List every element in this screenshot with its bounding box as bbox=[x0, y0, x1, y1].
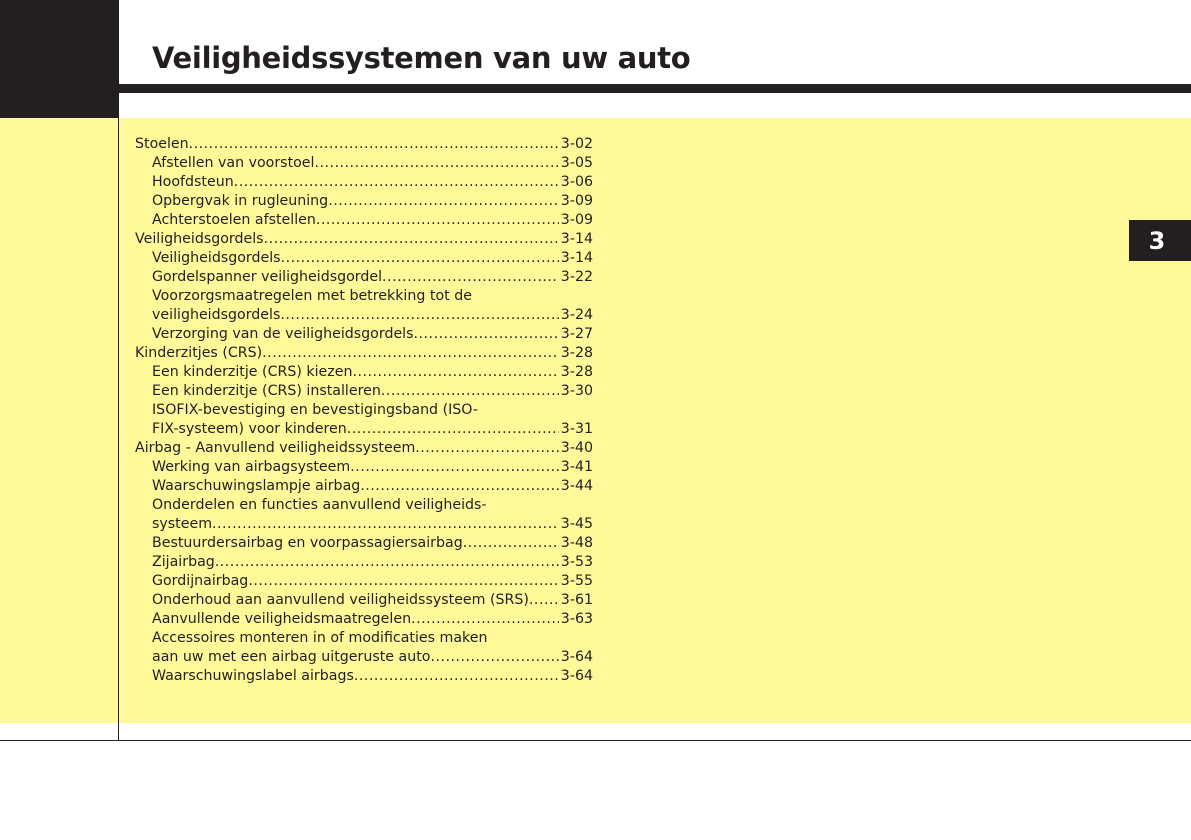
toc-entry-text: Achterstoelen afstellen bbox=[152, 212, 316, 228]
toc-entry-text: systeem bbox=[152, 516, 213, 532]
toc-dot-leader bbox=[382, 268, 559, 287]
table-of-contents bbox=[135, 135, 593, 686]
toc-entry-page: 3-05 bbox=[560, 155, 593, 171]
toc-entry[interactable] bbox=[135, 477, 593, 496]
toc-dot-leader bbox=[189, 135, 559, 154]
toc-entry-text: Waarschuwingslabel airbags bbox=[152, 668, 354, 684]
toc-entry[interactable] bbox=[135, 629, 593, 648]
toc-dot-leader bbox=[463, 534, 559, 553]
toc-dot-leader bbox=[262, 344, 559, 363]
toc-entry-text: Kinderzitjes (CRS) bbox=[135, 345, 263, 361]
toc-entry-page: 3-61 bbox=[560, 592, 593, 608]
toc-entry-text: Gordelspanner veiligheidsgordel bbox=[152, 269, 383, 285]
toc-entry[interactable] bbox=[135, 420, 593, 439]
toc-entry[interactable] bbox=[135, 192, 593, 211]
toc-entry-text: Gordijnairbag bbox=[152, 573, 249, 589]
toc-dot-leader bbox=[280, 306, 558, 325]
toc-entry[interactable] bbox=[135, 591, 593, 610]
toc-entry[interactable] bbox=[135, 439, 593, 458]
toc-entry[interactable] bbox=[135, 173, 593, 192]
toc-entry-page: 3-06 bbox=[560, 174, 593, 190]
toc-entry[interactable] bbox=[135, 515, 593, 534]
toc-entry-page: 3-27 bbox=[560, 326, 593, 342]
toc-entry-text: Werking van airbagsysteem bbox=[152, 459, 351, 475]
toc-entry-text: Verzorging van de veiligheidsgordels bbox=[152, 326, 414, 342]
toc-entry[interactable] bbox=[135, 325, 593, 344]
toc-entry-text: Onderhoud aan aanvullend veiligheidssysteem (SRS) bbox=[152, 592, 529, 608]
toc-entry[interactable] bbox=[135, 458, 593, 477]
toc-dot-leader bbox=[415, 439, 559, 458]
toc-dot-leader bbox=[215, 553, 559, 572]
toc-entry-page: 3-41 bbox=[560, 459, 593, 475]
toc-entry-text: Veiligheidsgordels bbox=[152, 250, 281, 266]
toc-entry-page: 3-53 bbox=[560, 554, 593, 570]
toc-entry-page: 3-28 bbox=[560, 345, 593, 361]
toc-entry-page: 3-28 bbox=[560, 364, 593, 380]
toc-entry-page: 3-14 bbox=[560, 250, 593, 266]
toc-entry[interactable] bbox=[135, 363, 593, 382]
toc-entry-page: 3-09 bbox=[560, 193, 593, 209]
toc-dot-leader bbox=[350, 458, 559, 477]
toc-entry[interactable] bbox=[135, 287, 593, 306]
toc-entry[interactable] bbox=[135, 667, 593, 686]
toc-entry-text: Opbergvak in rugleuning bbox=[152, 193, 329, 209]
toc-dot-leader bbox=[234, 173, 559, 192]
toc-entry[interactable] bbox=[135, 268, 593, 287]
toc-entry-text: Een kinderzitje (CRS) kiezen bbox=[152, 364, 353, 380]
toc-dot-leader bbox=[248, 572, 558, 591]
toc-entry[interactable] bbox=[135, 610, 593, 629]
toc-entry-page: 3-02 bbox=[560, 136, 593, 152]
toc-entry[interactable] bbox=[135, 553, 593, 572]
toc-entry-text: Aanvullende veiligheidsmaatregelen bbox=[152, 611, 412, 627]
toc-dot-leader bbox=[212, 515, 559, 534]
toc-entry-page: 3-64 bbox=[560, 668, 593, 684]
toc-dot-leader bbox=[352, 363, 558, 382]
toc-entry[interactable] bbox=[135, 306, 593, 325]
toc-dot-leader bbox=[354, 667, 559, 686]
toc-entry[interactable] bbox=[135, 154, 593, 173]
toc-entry[interactable] bbox=[135, 534, 593, 553]
toc-entry[interactable] bbox=[135, 496, 593, 515]
toc-entry-page: 3-63 bbox=[560, 611, 593, 627]
toc-dot-leader bbox=[328, 192, 559, 211]
toc-entry[interactable] bbox=[135, 648, 593, 667]
toc-entry-text: aan uw met een airbag uitgeruste auto bbox=[152, 649, 431, 665]
toc-entry[interactable] bbox=[135, 344, 593, 363]
toc-entry-text: Hoofdsteun bbox=[152, 174, 234, 190]
toc-entry-page: 3-14 bbox=[560, 231, 593, 247]
page-title: Veiligheidssystemen van uw auto bbox=[152, 41, 691, 75]
toc-entry[interactable] bbox=[135, 230, 593, 249]
toc-entry[interactable] bbox=[135, 382, 593, 401]
toc-dot-leader bbox=[411, 610, 559, 629]
title-underline bbox=[119, 84, 1191, 93]
toc-entry-text: Zijairbag bbox=[152, 554, 215, 570]
toc-entry-page: 3-24 bbox=[560, 307, 593, 323]
corner-block bbox=[0, 0, 119, 118]
toc-dot-leader bbox=[264, 230, 559, 249]
toc-entry-page: 3-30 bbox=[560, 383, 593, 399]
toc-entry[interactable] bbox=[135, 135, 593, 154]
toc-entry-page: 3-64 bbox=[560, 649, 593, 665]
toc-entry-text: Veiligheidsgordels bbox=[135, 231, 264, 247]
toc-dot-leader bbox=[316, 211, 559, 230]
toc-dot-leader bbox=[529, 591, 559, 610]
toc-entry-text: ISOFIX-bevestiging en bevestigingsband (ISO- bbox=[152, 402, 478, 418]
toc-entry-text: Een kinderzitje (CRS) installeren bbox=[152, 383, 381, 399]
toc-entry-text: veiligheidsgordels bbox=[152, 307, 281, 323]
toc-entry[interactable] bbox=[135, 572, 593, 591]
toc-dot-leader bbox=[281, 249, 559, 268]
toc-entry-text: Onderdelen en functies aanvullend veiligheids- bbox=[152, 497, 487, 513]
toc-entry-text: Voorzorgsmaatregelen met betrekking tot de bbox=[152, 288, 472, 304]
toc-entry[interactable] bbox=[135, 211, 593, 230]
toc-entry-text: Afstellen van voorstoel bbox=[152, 155, 315, 171]
toc-entry-text: Bestuurdersairbag en voorpassagiersairbag bbox=[152, 535, 463, 551]
toc-dot-leader bbox=[414, 325, 559, 344]
toc-entry-page: 3-09 bbox=[560, 212, 593, 228]
toc-entry-text: Accessoires monteren in of modificaties maken bbox=[152, 630, 488, 646]
toc-entry-page: 3-40 bbox=[560, 440, 593, 456]
chapter-tab[interactable]: 3 bbox=[1129, 220, 1191, 261]
toc-entry-text: Stoelen bbox=[135, 136, 189, 152]
toc-entry[interactable] bbox=[135, 249, 593, 268]
toc-dot-leader bbox=[360, 477, 559, 496]
left-margin-rule bbox=[118, 0, 119, 740]
toc-entry-page: 3-44 bbox=[560, 478, 593, 494]
toc-entry-text: Airbag - Aanvullend veiligheidssysteem bbox=[135, 440, 416, 456]
bottom-rule bbox=[0, 740, 1191, 741]
toc-entry-page: 3-48 bbox=[560, 535, 593, 551]
toc-entry-text: FIX-systeem) voor kinderen bbox=[152, 421, 347, 437]
toc-dot-leader bbox=[381, 382, 559, 401]
toc-dot-leader bbox=[347, 420, 559, 439]
toc-entry-page: 3-55 bbox=[560, 573, 593, 589]
toc-entry-page: 3-45 bbox=[560, 516, 593, 532]
toc-entry[interactable] bbox=[135, 401, 593, 420]
toc-entry-text: Waarschuwingslampje airbag bbox=[152, 478, 361, 494]
toc-dot-leader bbox=[314, 154, 558, 173]
toc-dot-leader bbox=[430, 648, 558, 667]
toc-entry-page: 3-22 bbox=[560, 269, 593, 285]
toc-entry-page: 3-31 bbox=[560, 421, 593, 437]
